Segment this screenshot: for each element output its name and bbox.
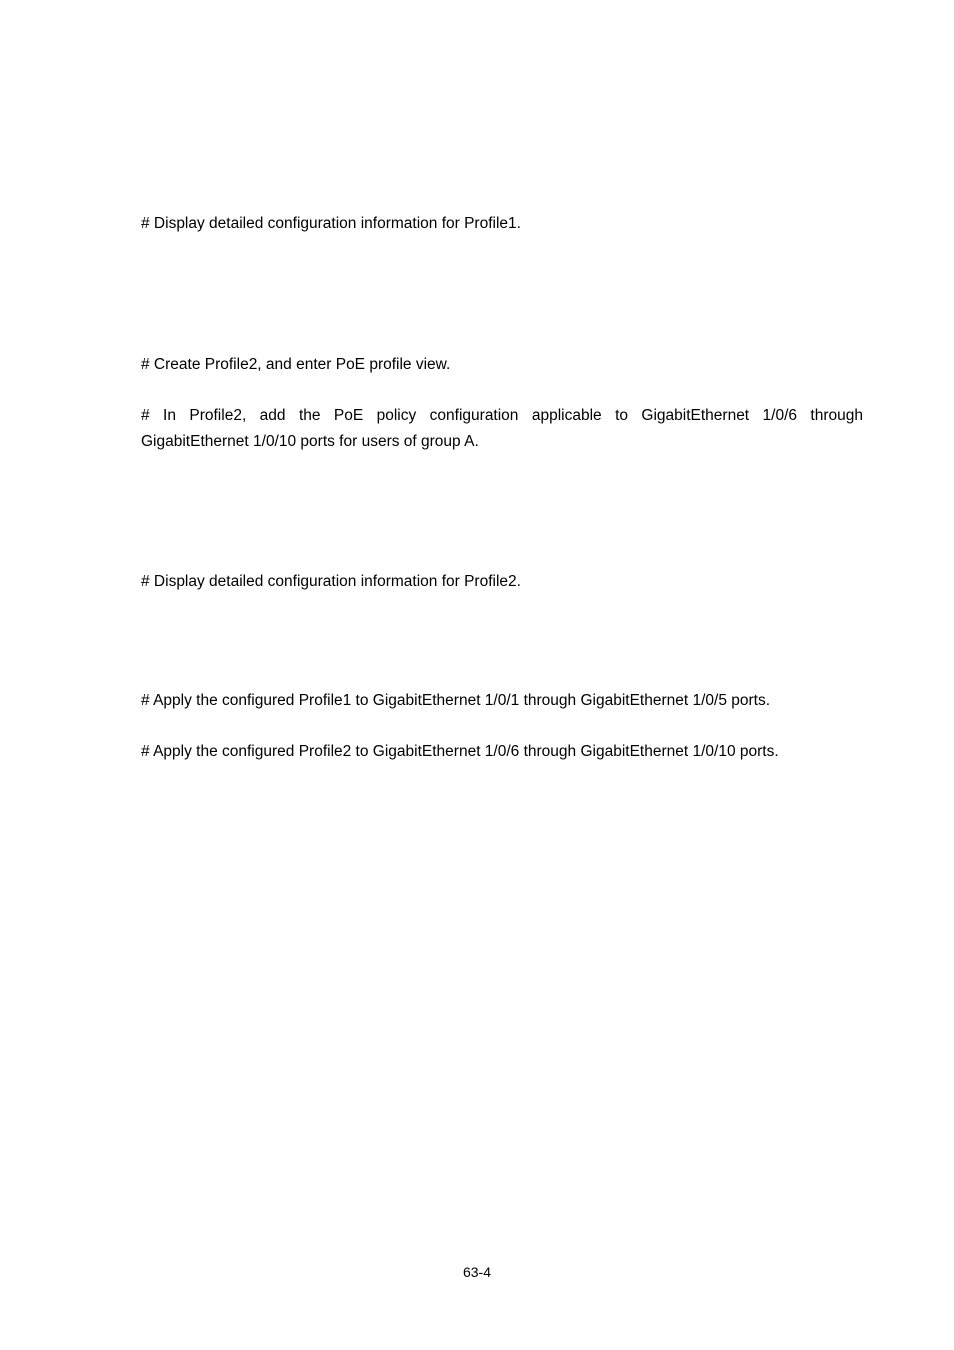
page-number: 63-4 [462, 1264, 492, 1280]
paragraph-apply-profile1: # Apply the configured Profile1 to GigabitEthernet 1/0/1 through GigabitEthernet 1/0/5 ports. [141, 692, 771, 709]
paragraph-add-poe-policy: # In Profile2, add the PoE policy configuration applicable to GigabitEthernet 1/0/6 through GigabitEthernet 1/0/10 ports for users of group A. [141, 407, 863, 450]
paragraph-create-profile2: # Create Profile2, and enter PoE profile view. [141, 356, 451, 373]
paragraph-apply-profile2: # Apply the configured Profile2 to GigabitEthernet 1/0/6 through GigabitEthernet 1/0/10 ports. [141, 743, 779, 760]
paragraph-display-profile1: # Display detailed configuration information for Profile1. [141, 215, 521, 232]
paragraph-display-profile2: # Display detailed configuration information for Profile2. [141, 573, 521, 590]
